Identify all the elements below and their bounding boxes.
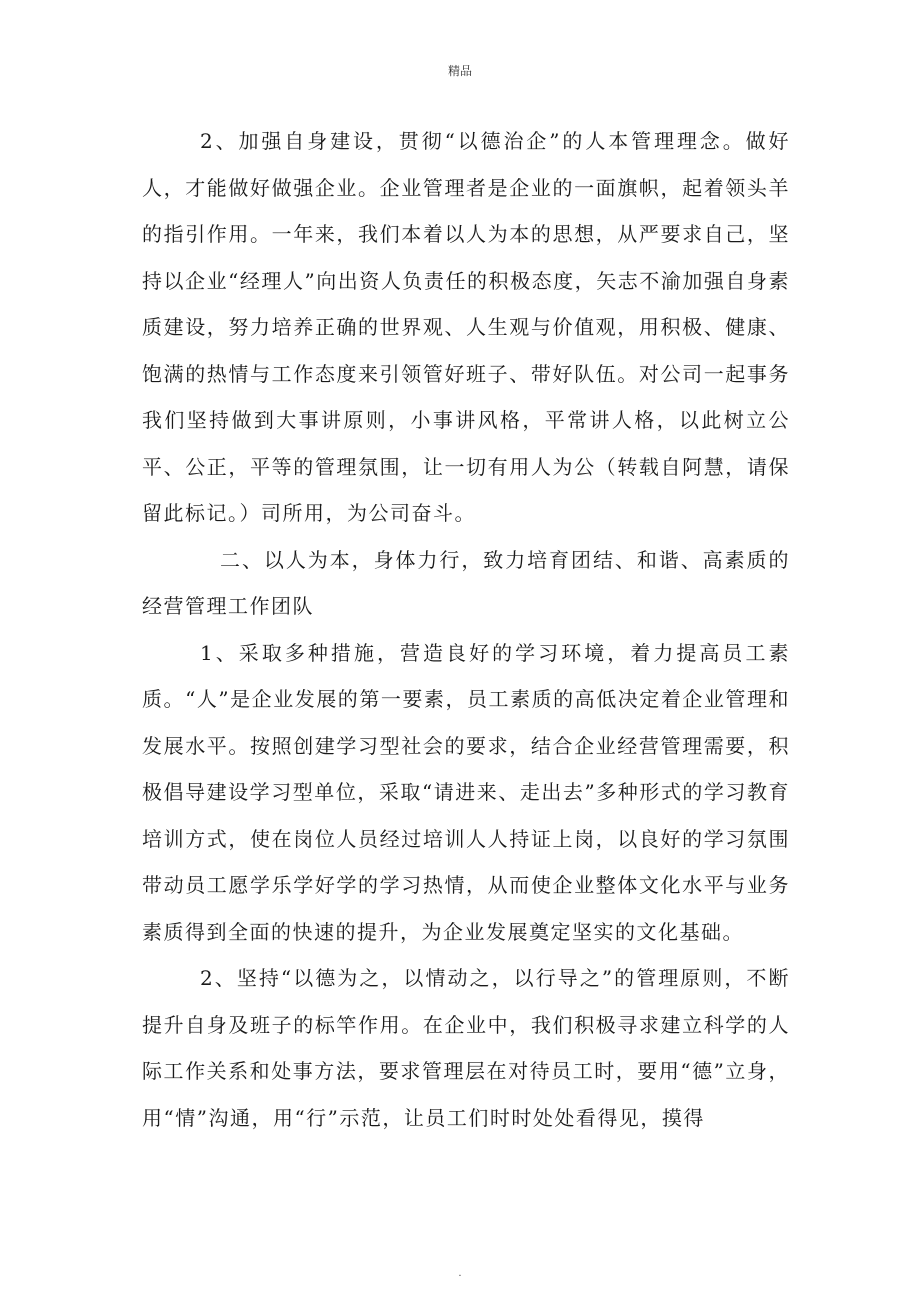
paragraph-management-principle: 2、坚持“以德为之，以情动之，以行导之”的管理原则，不断提升自身及班子的标竿作用。在企业中，我们积极寻求建立科学的人际工作关系和处事方法，要求管理层在对待员工时，要用“德”立身，用“情”沟通，用“行”示范，让员工们时时处处看得见，摸得 [142, 966, 790, 1130]
section-heading-team-building: 二、以人为本，身体力行，致力培育团结、和谐、高素质的经营管理工作团队 [142, 547, 790, 618]
document-body [142, 118, 790, 1141]
page-footer-mark: . [458, 1268, 462, 1279]
paragraph-learning-environment: 1、采取多种措施，营造良好的学习环境，着力提高员工素质。“人”是企业发展的第一要素，员工素质的高低决定着企业管理和发展水平。按照创建学习型社会的要求，结合企业经营管理需要，积极倡导建设学习型单位，采取“请进来、走出去”多种形式的学习教育培训方式，使在岗位人员经过培训人人持证上岗，以良好的学习氛围带动员工愿学乐学好学的学习热情，从而使企业整体文化水平与业务素质得到全面的快速的提升，为企业发展奠定坚实的文化基础。 [142, 640, 790, 944]
page-header-label: 精品 [447, 64, 472, 78]
paragraph-self-building: 2、加强自身建设，贯彻“以德治企”的人本管理理念。做好人，才能做好做强企业。企业管理者是企业的一面旗帜，起着领头羊的指引作用。一年来，我们本着以人为本的思想，从严要求自己，坚持以企业“经理人”向出资人负责任的积极态度，矢志不渝加强自身素质建设，努力培养正确的世界观、人生观与价值观，用积极、健康、饱满的热情与工作态度来引领管好班子、带好队伍。对公司一起事务我们坚持做到大事讲原则，小事讲风格，平常讲人格，以此树立公平、公正，平等的管理氛围，让一切有用人为公（转载自阿慧，请保留此标记。）司所用，为公司奋斗。 [142, 129, 790, 525]
